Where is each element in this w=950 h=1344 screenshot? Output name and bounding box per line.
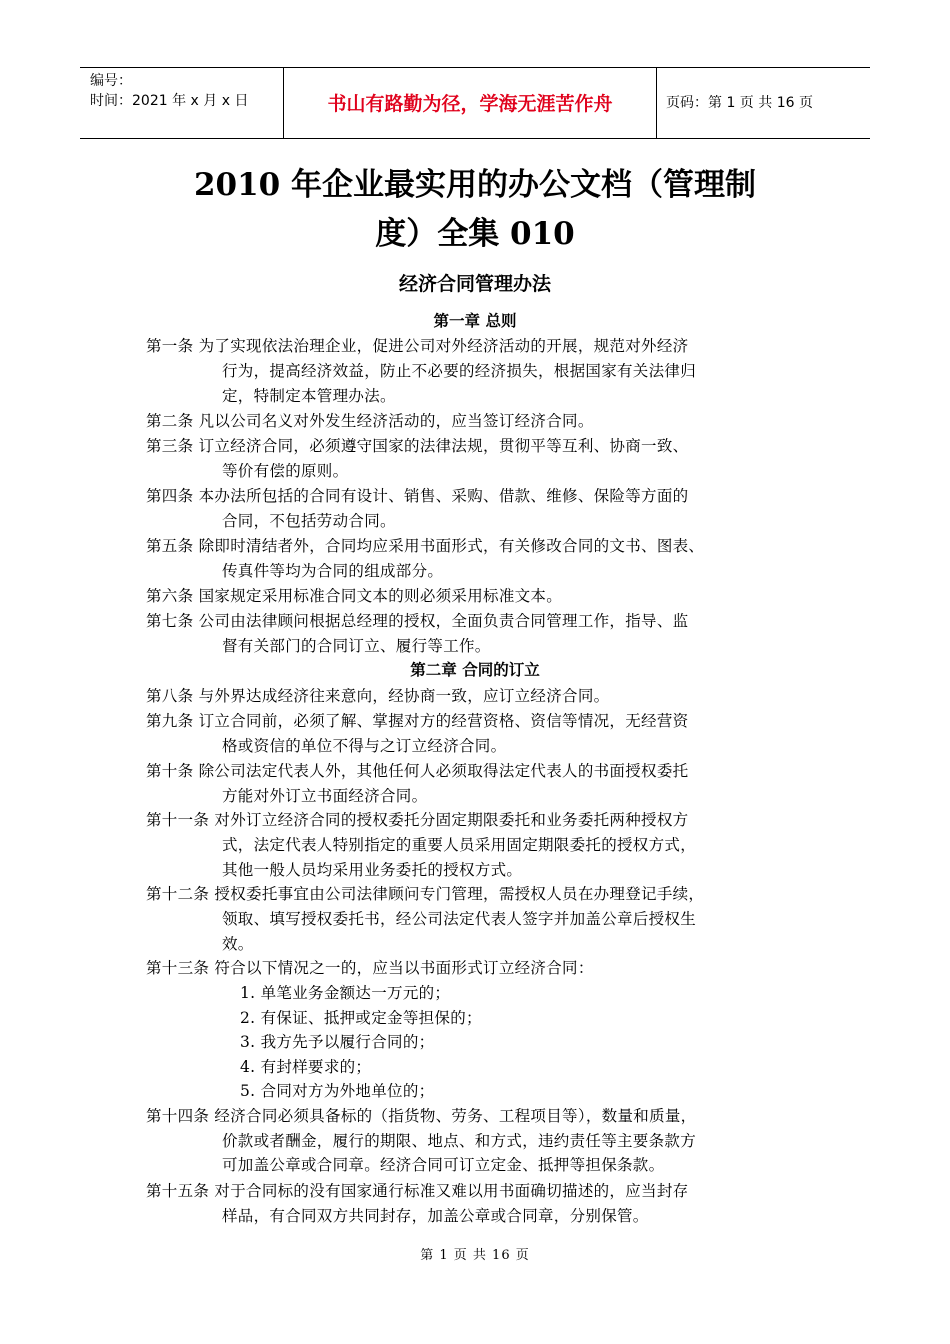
page-footer: 第 1 页 共 16 页 (420, 1248, 530, 1263)
article-3-line-2: 等价有偿的原则。 (222, 462, 349, 480)
list-item-2: 2. 有保证、抵押或定金等担保的； (240, 1009, 482, 1027)
article-3-line-1: 第三条 订立经济合同，必须遵守国家的法律法规，贯彻平等互利、协商一致、 (146, 437, 689, 455)
article-13-line-1: 第十三条 符合以下情况之一的，应当以书面形式订立经济合同： (146, 959, 594, 977)
page-header (80, 67, 870, 139)
header-page-cell (656, 68, 870, 138)
document-number-label: 编号： (90, 73, 132, 89)
article-12-line-2: 领取、填写授权委托书，经公司法定代表人签字并加盖公章后授权生 (222, 910, 697, 928)
list-item-5: 5. 合同对方为外地单位的； (240, 1082, 435, 1100)
article-4-line-1: 第四条 本办法所包括的合同有设计、销售、采购、借款、维修、保险等方面的 (146, 487, 689, 505)
article-11-line-1: 第十一条 对外订立经济合同的授权委托分固定期限委托和业务委托两种授权方 (146, 811, 689, 829)
article-5-line-1: 第五条 除即时清结者外，合同均应采用书面形式，有关修改合同的文书、图表、 (146, 537, 705, 555)
article-10-line-2: 方能对外订立书面经济合同。 (222, 787, 428, 805)
article-9-line-2: 格或资信的单位不得与之订立经济合同。 (222, 737, 507, 755)
article-14-line-3: 可加盖公章或合同章。经济合同可订立定金、抵押等担保条款。 (222, 1156, 665, 1174)
article-15-line-1: 第十五条 对于合同标的没有国家通行标准又难以用书面确切描述的，应当封存 (146, 1182, 689, 1200)
article-12-line-3: 效。 (222, 935, 254, 953)
article-7-line-2: 督有关部门的合同订立、履行等工作。 (222, 637, 491, 655)
chapter-heading-1: 第一章 总则 (433, 312, 517, 330)
document-subtitle: 经济合同管理办法 (398, 273, 551, 295)
article-8-line-1: 第八条 与外界达成经济往来意向，经协商一致，应订立经济合同。 (146, 687, 610, 705)
list-item-3: 3. 我方先予以履行合同的； (240, 1033, 435, 1051)
article-4-line-2: 合同，不包括劳动合同。 (222, 512, 396, 530)
article-2-line-1: 第二条 凡以公司名义对外发生经济活动的，应当签订经济合同。 (146, 412, 594, 430)
article-11-line-2: 式，法定代表人特别指定的重要人员采用固定期限委托的授权方式， (222, 836, 697, 854)
article-10-line-1: 第十条 除公司法定代表人外，其他任何人必须取得法定代表人的书面授权委托 (146, 762, 689, 780)
article-15-line-2: 样品，有合同双方共同封存，加盖公章或合同章，分别保管。 (222, 1207, 649, 1225)
list-item-4: 4. 有封样要求的； (240, 1058, 372, 1076)
header-motto: 书山有路勤为径，学海无涯苦作舟 (327, 93, 613, 115)
article-7-line-1: 第七条 公司由法律顾问根据总经理的授权，全面负责合同管理工作，指导、监 (146, 612, 689, 630)
header-page-info: 页码：第 1 页 共 16 页 (666, 95, 813, 111)
article-14-line-1: 第十四条 经济合同必须具备标的（指货物、劳务、工程项目等），数量和质量， (146, 1107, 697, 1125)
article-9-line-1: 第九条 订立合同前，必须了解、掌握对方的经营资格、资信等情况，无经营资 (146, 712, 689, 730)
article-14-line-2: 价款或者酬金，履行的期限、地点、和方式，违约责任等主要条款方 (222, 1132, 697, 1150)
list-item-1: 1. 单笔业务金额达一万元的； (240, 984, 451, 1002)
article-5-line-2: 传真件等均为合同的组成部分。 (222, 562, 444, 580)
article-6-line-1: 第六条 国家规定采用标准合同文本的则必须采用标准文本。 (146, 587, 563, 605)
article-1-line-1: 第一条 为了实现依法治理企业，促进公司对外经济活动的开展，规范对外经济 (146, 337, 689, 355)
header-info-cell (80, 68, 283, 138)
article-11-line-3: 其他一般人员均采用业务委托的授权方式。 (222, 861, 523, 879)
header-motto-cell (283, 68, 657, 138)
article-12-line-1: 第十二条 授权委托事宜由公司法律顾问专门管理，需授权人员在办理登记手续， (146, 885, 705, 903)
document-time-label: 时间：2021 年 x 月 x 日 (90, 93, 249, 109)
document-title-line-2: 度）全集 010 (375, 216, 575, 252)
article-1-line-2: 行为，提高经济效益，防止不必要的经济损失，根据国家有关法律归 (222, 362, 697, 380)
chapter-heading-2: 第二章 合同的订立 (410, 661, 540, 679)
article-1-line-3: 定，特制定本管理办法。 (222, 387, 396, 405)
document-title-line-1: 2010 年企业最实用的办公文档（管理制 (193, 167, 757, 203)
